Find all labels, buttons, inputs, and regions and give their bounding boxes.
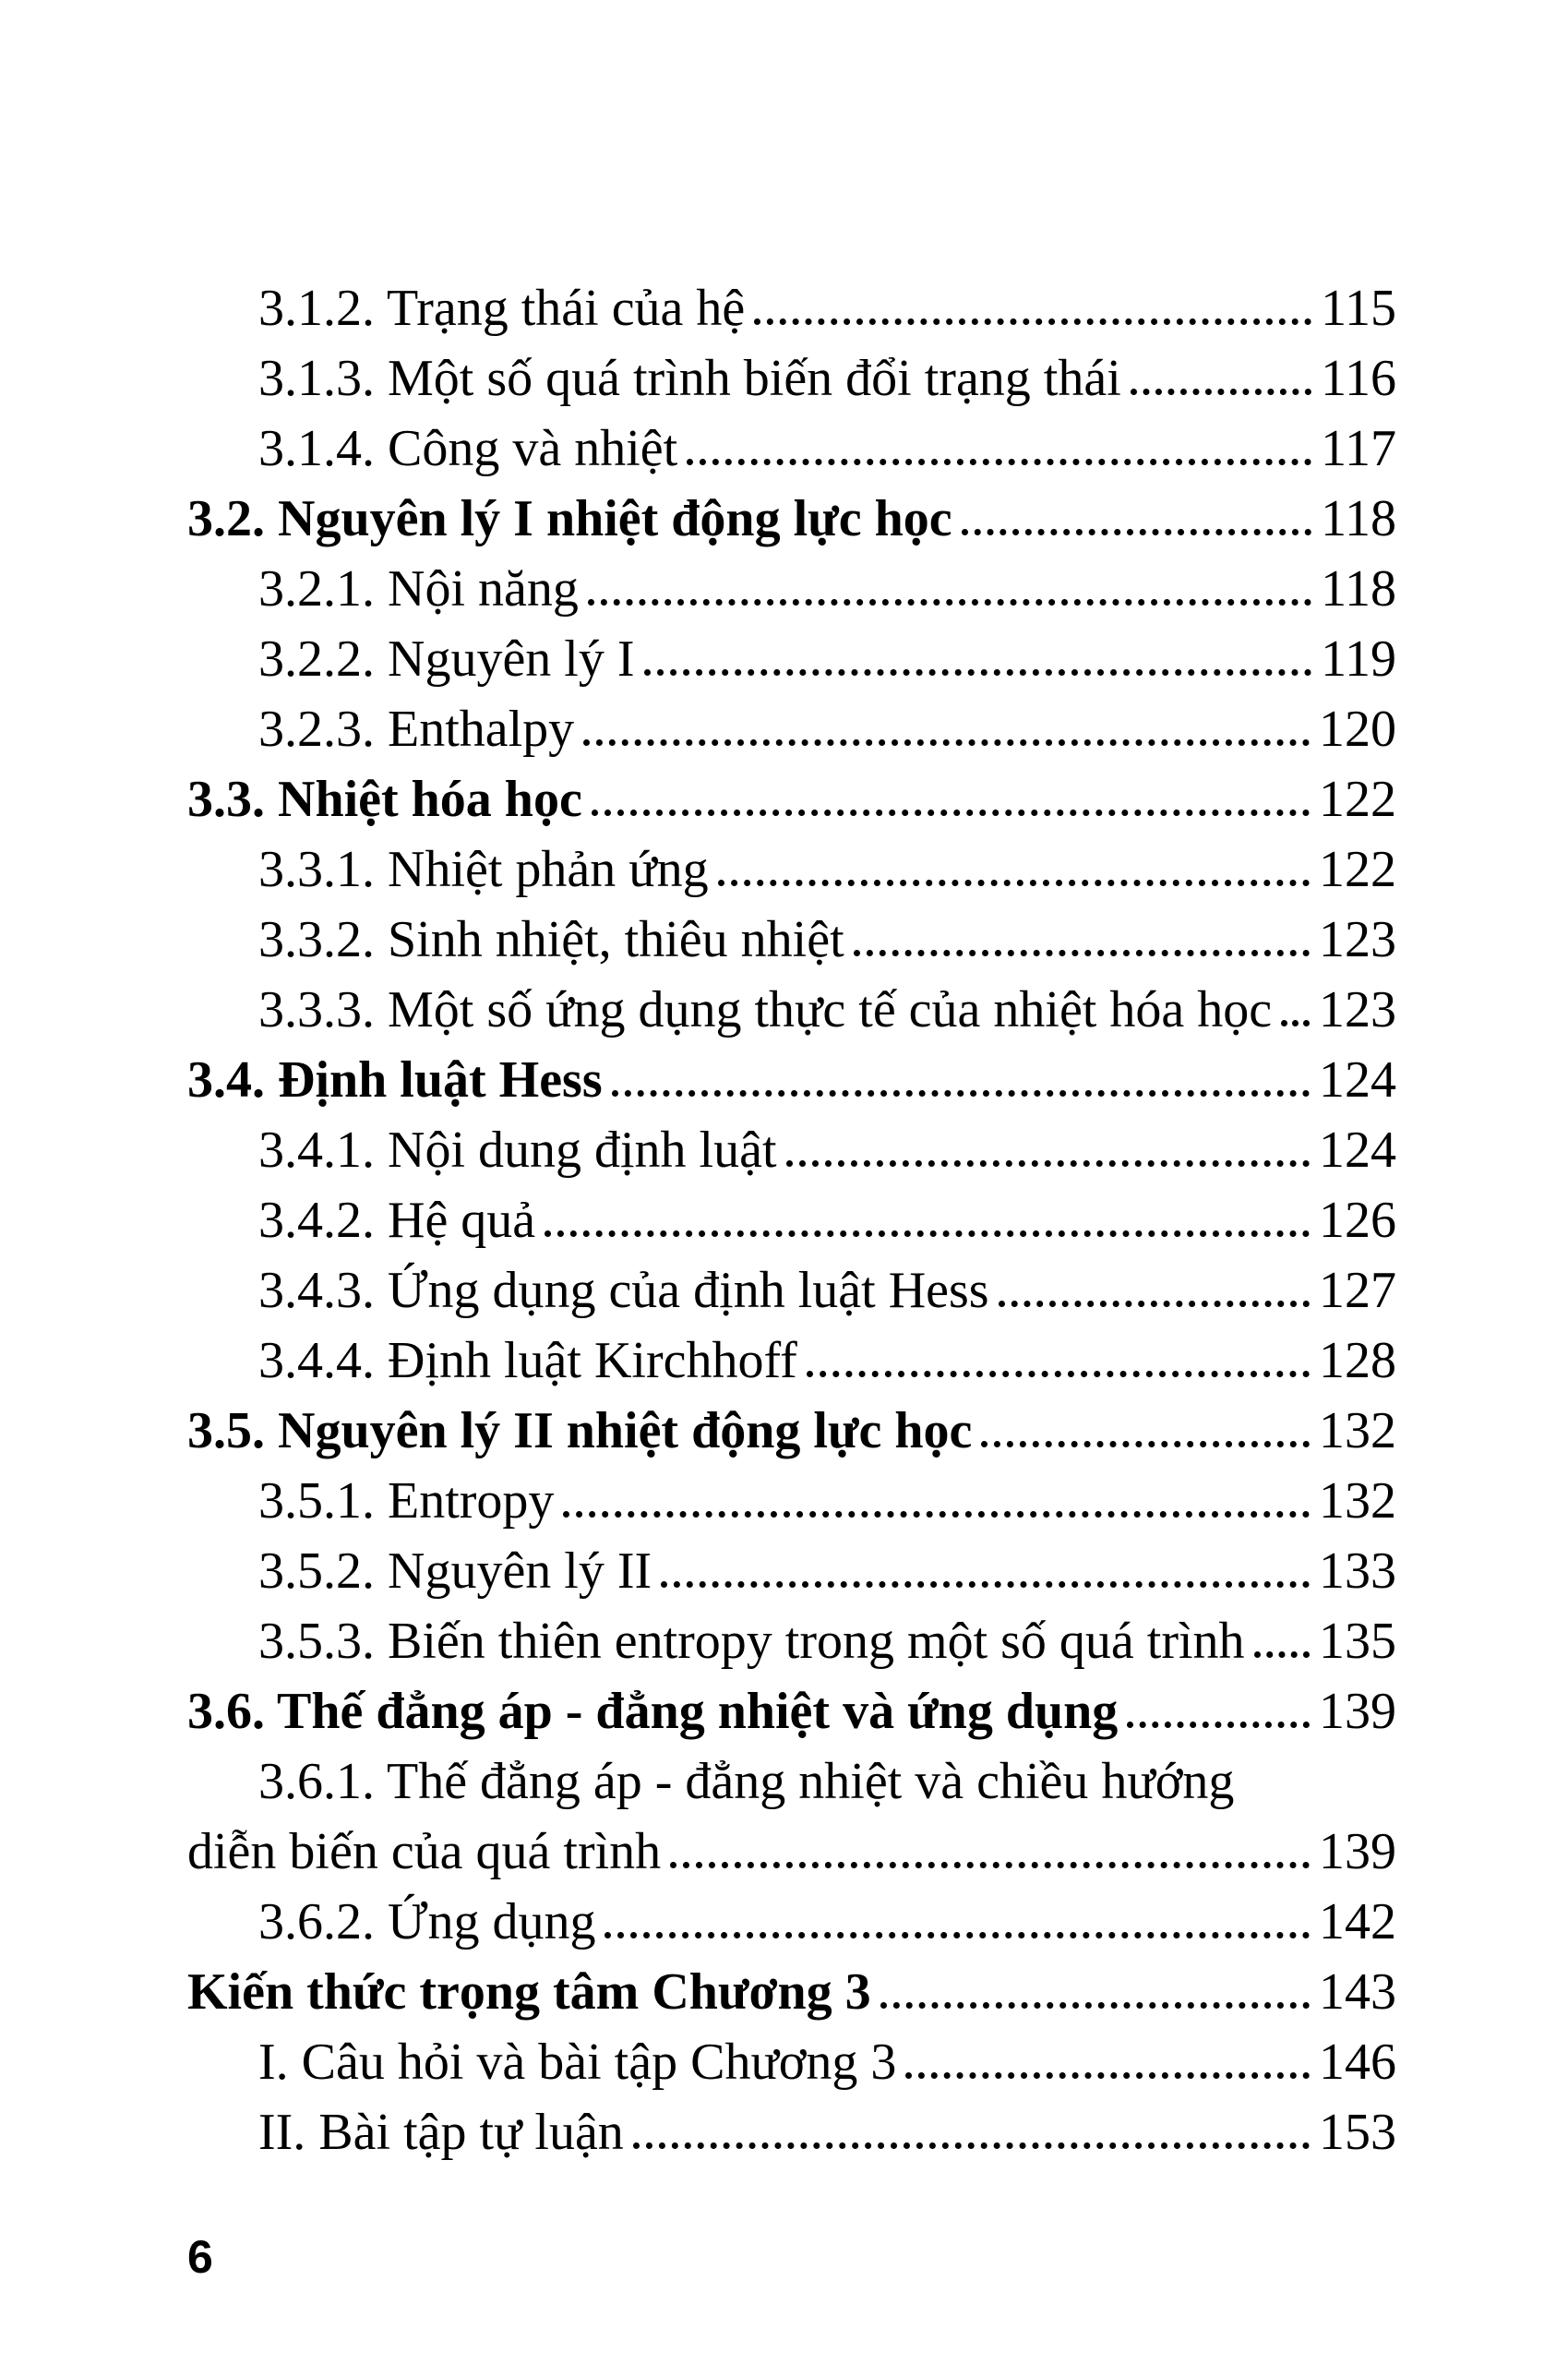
toc-row bbox=[187, 1326, 1396, 1396]
toc-entry-page: 132 bbox=[1319, 1472, 1396, 1530]
toc-entry-label: 3.3.1. Nhiệt phản ứng bbox=[258, 841, 709, 898]
toc-entry-page: 146 bbox=[1319, 2034, 1396, 2091]
dot-leader bbox=[1131, 389, 1311, 395]
dot-leader bbox=[981, 1441, 1310, 1447]
toc-entry-page: 135 bbox=[1319, 1613, 1396, 1670]
toc-row bbox=[187, 1887, 1396, 1957]
toc-entry-label: diễn biến của quá trình bbox=[187, 1823, 662, 1880]
toc-entry-page: 117 bbox=[1321, 420, 1396, 477]
page-number: 6 bbox=[187, 2231, 213, 2283]
toc-entry-label: Kiến thức trọng tâm Chương 3 bbox=[187, 1963, 871, 2021]
toc-row bbox=[187, 694, 1396, 764]
toc-row bbox=[187, 975, 1396, 1045]
dot-leader bbox=[545, 1230, 1310, 1237]
dot-leader bbox=[563, 1511, 1310, 1518]
toc-entry-label: 3.1.3. Một số quá trình biến đổi trạng thái bbox=[258, 350, 1121, 407]
toc-entry-page: 122 bbox=[1319, 771, 1396, 828]
toc-entry-label: 3.1.4. Công và nhiệt bbox=[258, 420, 678, 477]
dot-leader bbox=[612, 1090, 1310, 1097]
toc-entry-label: 3.1.2. Trạng thái của hệ bbox=[258, 280, 746, 337]
toc-entry-label: 3.4.3. Ứng dụng của định luật Hess bbox=[258, 1262, 989, 1319]
toc-row bbox=[187, 2027, 1396, 2097]
toc-entry-label: I. Câu hỏi và bài tập Chương 3 bbox=[258, 2034, 897, 2091]
toc-entry-label: 3.3. Nhiệt hóa học bbox=[187, 771, 582, 828]
dot-leader bbox=[1127, 1722, 1310, 1728]
toc-entry-page: 133 bbox=[1319, 1542, 1396, 1600]
toc-entry-page: 123 bbox=[1319, 911, 1396, 968]
toc-row bbox=[187, 1185, 1396, 1255]
dot-leader bbox=[670, 1862, 1310, 1868]
toc-row bbox=[187, 1536, 1396, 1606]
toc-row bbox=[187, 1396, 1396, 1466]
toc-row bbox=[187, 343, 1396, 414]
toc-entry-page: 143 bbox=[1319, 1963, 1396, 2021]
dot-leader bbox=[604, 1932, 1310, 1938]
toc-row bbox=[187, 1466, 1396, 1536]
toc-entry-label: 3.4.1. Nội dung định luật bbox=[258, 1122, 777, 1179]
toc-entry-page: 118 bbox=[1321, 490, 1396, 547]
toc-row bbox=[187, 1115, 1396, 1185]
toc-row bbox=[187, 1676, 1396, 1746]
toc-entry-page: 139 bbox=[1319, 1823, 1396, 1880]
dot-leader bbox=[718, 880, 1310, 886]
toc-entry-page: 127 bbox=[1319, 1262, 1396, 1319]
dot-leader bbox=[588, 599, 1311, 606]
toc-entry-page: 142 bbox=[1319, 1893, 1396, 1950]
toc-row bbox=[187, 273, 1396, 343]
dot-leader bbox=[962, 529, 1311, 535]
toc-entry-label: 3.2.1. Nội năng bbox=[258, 560, 579, 618]
toc-entry-page: 115 bbox=[1321, 280, 1396, 337]
dot-leader bbox=[754, 318, 1311, 325]
dot-leader bbox=[687, 459, 1311, 465]
toc-entry-page: 124 bbox=[1319, 1051, 1396, 1109]
toc-row bbox=[187, 1817, 1396, 1887]
toc-entry-page: 120 bbox=[1319, 701, 1396, 758]
toc-row bbox=[187, 1255, 1396, 1326]
toc-entry-page: 116 bbox=[1321, 350, 1396, 407]
dot-leader bbox=[1254, 1651, 1310, 1658]
toc-entry-page: 124 bbox=[1319, 1122, 1396, 1179]
toc-entry-label: 3.6. Thế đẳng áp - đẳng nhiệt và ứng dụng bbox=[187, 1683, 1119, 1740]
toc-row bbox=[187, 905, 1396, 975]
toc-row bbox=[187, 834, 1396, 905]
toc-entry-label: 3.6.2. Ứng dụng bbox=[258, 1893, 596, 1950]
toc-row bbox=[187, 764, 1396, 834]
toc-entry-label: 3.2. Nguyên lý I nhiệt động lực học bbox=[187, 490, 952, 547]
toc-entry-label: 3.3.2. Sinh nhiệt, thiêu nhiệt bbox=[258, 911, 844, 968]
dot-leader bbox=[905, 2072, 1310, 2079]
toc-entry-label: II. Bài tập tự luận bbox=[258, 2104, 624, 2161]
toc-entry-page: 119 bbox=[1321, 630, 1396, 688]
toc-entry-page: 128 bbox=[1319, 1332, 1396, 1389]
toc-entry-page: 153 bbox=[1319, 2104, 1396, 2161]
dot-leader bbox=[644, 669, 1312, 676]
toc-row bbox=[187, 554, 1396, 624]
toc-entry-page: 132 bbox=[1319, 1402, 1396, 1459]
toc-entry-label: 3.5.1. Entropy bbox=[258, 1472, 555, 1530]
dot-leader bbox=[583, 739, 1310, 746]
toc-entry-label: 3.5.2. Nguyên lý II bbox=[258, 1542, 652, 1600]
dot-leader bbox=[999, 1301, 1310, 1307]
toc-entry-page: 118 bbox=[1321, 560, 1396, 618]
toc-entry-label: 3.5.3. Biến thiên entropy trong một số quá trình bbox=[258, 1613, 1245, 1670]
toc-entry-label: 3.5. Nguyên lý II nhiệt động lực học bbox=[187, 1402, 973, 1459]
toc-entry-label: 3.2.2. Nguyên lý I bbox=[258, 630, 635, 688]
dot-leader bbox=[592, 810, 1310, 816]
dot-leader bbox=[807, 1371, 1310, 1377]
toc-entry-label: 3.3.3. Một số ứng dụng thực tế của nhiệt hóa học bbox=[258, 981, 1273, 1038]
toc-entry-label: 3.4. Định luật Hess bbox=[187, 1051, 603, 1109]
toc-row bbox=[187, 1045, 1396, 1115]
toc-entry-page: 122 bbox=[1319, 841, 1396, 898]
toc-entry-label: 3.2.3. Enthalpy bbox=[258, 701, 575, 758]
toc-entry-page: 123 bbox=[1319, 981, 1396, 1038]
toc-row bbox=[187, 2097, 1396, 2167]
dot-leader bbox=[786, 1160, 1310, 1167]
toc-entry-page: 139 bbox=[1319, 1683, 1396, 1740]
dot-leader bbox=[880, 2002, 1310, 2009]
dot-leader bbox=[633, 2142, 1310, 2149]
toc-entry-label: 3.4.2. Hệ quả bbox=[258, 1192, 536, 1249]
dot-leader bbox=[1281, 1020, 1310, 1026]
toc-row bbox=[187, 624, 1396, 694]
toc-entry-label: 3.6.1. Thế đẳng áp - đẳng nhiệt và chiều hướng bbox=[258, 1753, 1235, 1810]
table-of-contents bbox=[187, 273, 1396, 2167]
toc-entry-page: 126 bbox=[1319, 1192, 1396, 1249]
toc-row bbox=[187, 1606, 1396, 1676]
dot-leader bbox=[854, 950, 1310, 956]
dot-leader bbox=[661, 1581, 1310, 1588]
toc-row bbox=[187, 484, 1396, 554]
toc-row bbox=[187, 1957, 1396, 2027]
toc-entry-label: 3.4.4. Định luật Kirchhoff bbox=[258, 1332, 797, 1389]
toc-row bbox=[187, 1746, 1396, 1817]
toc-row bbox=[187, 414, 1396, 484]
